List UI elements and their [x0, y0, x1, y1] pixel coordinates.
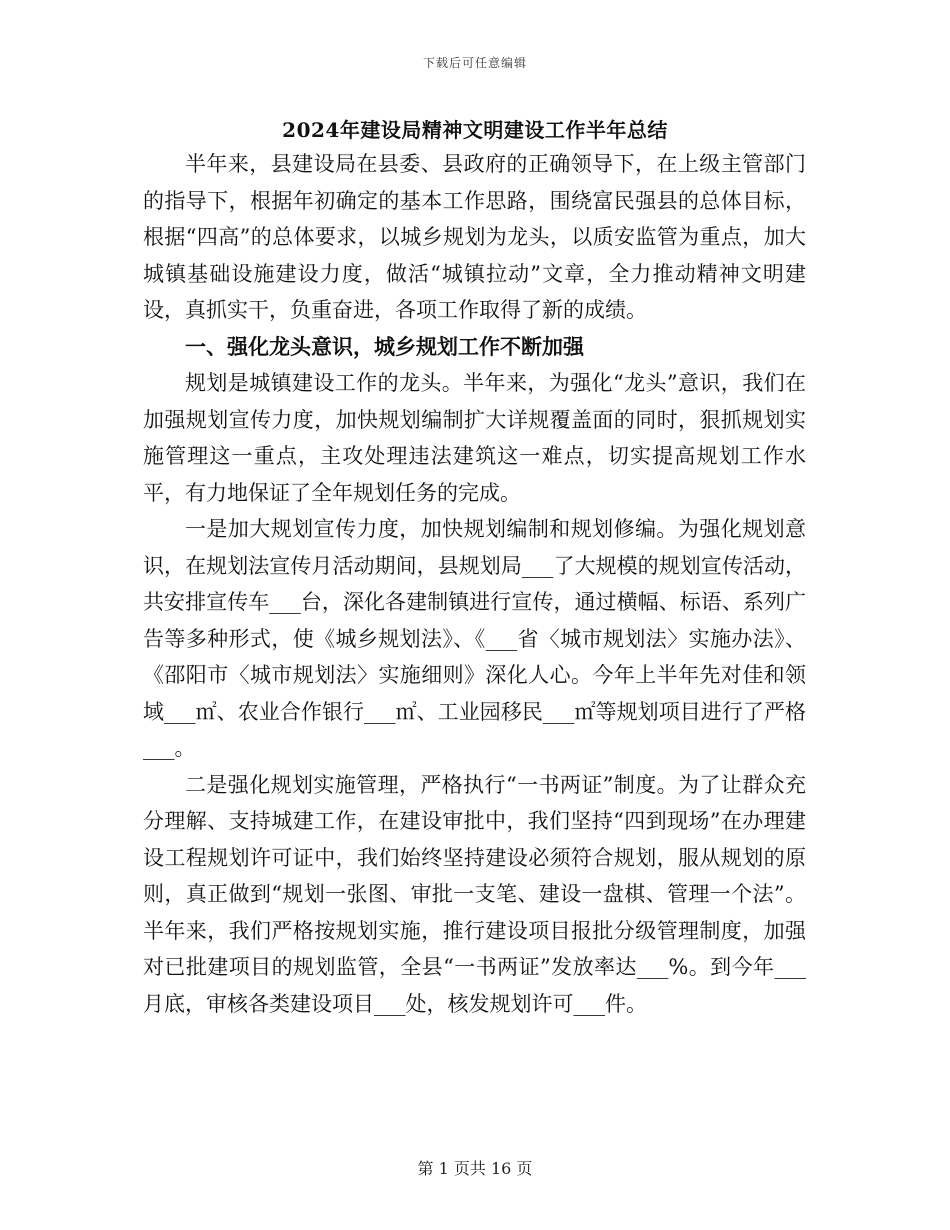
paragraph-intro: 半年来，县建设局在县委、县政府的正确领导下，在上级主管部门的指导下，根据年初确定的基本工作思路，围绕富民强县的总体目标，根据“四高”的总体要求，以城乡规划为龙头，以质安监管为重点，加大城镇基础设施建设力度，做活“城镇拉动”文章，全力推动精神文明建设，真抓实干，负重奋进，各项工作取得了新的成绩。: [143, 152, 806, 322]
section-heading-1: 一、强化龙头意识，城乡规划工作不断加强: [185, 333, 584, 359]
paragraph-planning-publicity: 一是加大规划宣传力度，加快规划编制和规划修编。为强化规划意识，在规划法宣传月活动期间，县规划局___了大规模的规划宣传活动，共安排宣传车___台，深化各建制镇进行宣传，通过横幅、标语、系列广告等多种形式，使《城乡规划法》、《___省〈城市规划法〉实施办法》、《邵阳市〈城市规划法〉实施细则》深化人心。今年上半年先对佳和领域___㎡、农业合作银行___㎡、工业园移民___㎡等规划项目进行了严格___。: [143, 517, 806, 760]
paragraph-planning-management: 二是强化规划实施管理，严格执行“一书两证”制度。为了让群众充分理解、支持城建工作，在建设审批中，我们坚持“四到现场”在办理建设工程规划许可证中，我们始终坚持建设必须符合规划，服从规划的原则，真正做到“规划一张图、审批一支笔、建设一盘棋、管理一个法”。半年来，我们严格按规划实施，推行建设项目报批分级管理制度，加强对已批建项目的规划监管，全县“一书两证”发放率达___%。到今年___月底，审核各类建设项目___处，核发规划许可___件。: [143, 772, 806, 1016]
document-title: 2024年建设局精神文明建设工作半年总结: [282, 118, 668, 142]
document-body: [143, 146, 806, 1022]
paragraph-planning-overview: 规划是城镇建设工作的龙头。半年来，为强化“龙头”意识，我们在加强规划宣传力度，加快规划编制扩大详规覆盖面的同时，狠抓规划实施管理这一重点，主攻处理违法建筑这一难点，切实提高规划工作水平，有力地保证了全年规划任务的完成。: [143, 371, 806, 505]
page-number: 第 1 页共 16 页: [417, 1159, 533, 1178]
page-header-note: 下载后可任意编辑: [422, 56, 527, 70]
